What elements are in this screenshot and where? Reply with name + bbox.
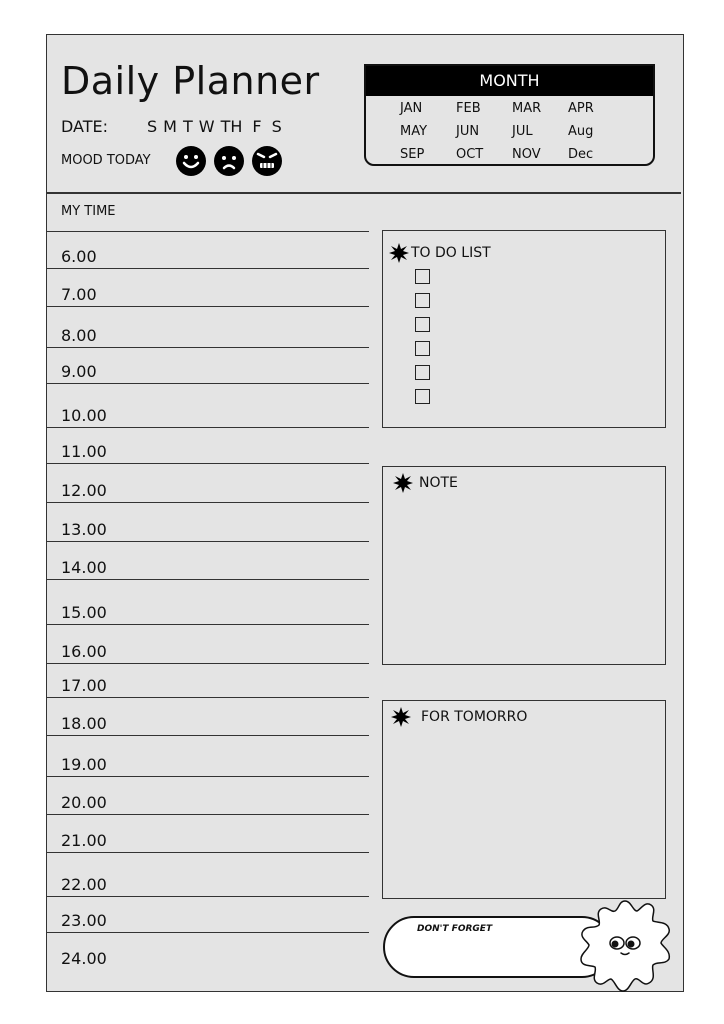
month-may[interactable]: MAY (400, 124, 428, 139)
month-mar[interactable]: MAR (512, 101, 542, 116)
starburst-icon (389, 243, 409, 263)
time-label: 22.00 (61, 875, 107, 894)
day-thu[interactable]: TH (220, 117, 243, 136)
time-label: 17.00 (61, 676, 107, 695)
time-slot[interactable] (47, 502, 369, 541)
date-label: DATE: (61, 117, 109, 136)
todo-card (382, 230, 666, 428)
time-label: 7.00 (61, 285, 97, 304)
month-aug[interactable]: Aug (568, 124, 594, 139)
time-slot[interactable] (47, 735, 369, 776)
todo-checkbox[interactable] (415, 341, 430, 356)
time-slot[interactable] (47, 306, 369, 347)
month-dec[interactable]: Dec (568, 147, 594, 162)
flower-mascot-icon (577, 897, 673, 993)
dont-forget-label: DON'T FORGET (417, 924, 493, 934)
note-title: NOTE (419, 475, 458, 491)
time-slot[interactable] (47, 852, 369, 896)
month-apr[interactable]: APR (568, 101, 594, 116)
month-jul[interactable]: JUL (512, 124, 533, 139)
day-mon[interactable]: M (163, 117, 177, 136)
month-selector (364, 64, 655, 166)
todo-header (389, 243, 491, 263)
time-slot[interactable] (47, 541, 369, 579)
time-label: 23.00 (61, 911, 107, 930)
time-label: 19.00 (61, 755, 107, 774)
note-header (393, 473, 458, 493)
time-label: 12.00 (61, 481, 107, 500)
time-label: 21.00 (61, 831, 107, 850)
time-slot[interactable] (47, 268, 369, 306)
starburst-icon (391, 707, 411, 727)
time-label: 13.00 (61, 520, 107, 539)
note-card[interactable] (382, 466, 666, 665)
todo-checkbox[interactable] (415, 365, 430, 380)
todo-checkbox[interactable] (415, 317, 430, 332)
month-nov[interactable]: NOV (512, 147, 541, 162)
time-slot[interactable] (47, 776, 369, 814)
month-grid (366, 96, 653, 165)
todo-checkbox[interactable] (415, 389, 430, 404)
angry-face-icon[interactable] (251, 145, 283, 177)
time-label: 20.00 (61, 793, 107, 812)
starburst-icon (393, 473, 413, 493)
time-slot[interactable] (47, 624, 369, 663)
time-label: 10.00 (61, 406, 107, 425)
time-slot[interactable] (47, 697, 369, 735)
sad-face-icon[interactable] (213, 145, 245, 177)
time-label: 8.00 (61, 326, 97, 345)
page-title: Daily Planner (61, 59, 320, 103)
time-label: 14.00 (61, 558, 107, 577)
month-jan[interactable]: JAN (400, 101, 423, 116)
weekday-selector (147, 117, 288, 136)
time-slot[interactable] (47, 663, 369, 697)
mood-selector (175, 145, 283, 177)
schedule-label: MY TIME (61, 204, 116, 219)
mood-label: MOOD TODAY (61, 153, 151, 168)
day-sat[interactable]: S (271, 117, 282, 136)
time-slot[interactable] (47, 896, 369, 932)
time-label: 6.00 (61, 247, 97, 266)
tomorrow-title: FOR TOMORRO (421, 709, 528, 725)
time-label: 16.00 (61, 642, 107, 661)
tomorrow-card[interactable] (382, 700, 666, 899)
todo-title: TO DO LIST (411, 245, 491, 261)
day-fri[interactable]: F (252, 117, 262, 136)
time-label: 15.00 (61, 603, 107, 622)
month-header: MONTH (366, 66, 653, 96)
time-slot[interactable] (47, 347, 369, 383)
month-sep[interactable]: SEP (400, 147, 425, 162)
time-slot[interactable] (47, 463, 369, 502)
month-oct[interactable]: OCT (456, 147, 484, 162)
tomorrow-header (391, 707, 527, 727)
time-slot[interactable] (47, 579, 369, 624)
day-wed[interactable]: W (198, 117, 215, 136)
day-tue[interactable]: T (182, 117, 193, 136)
time-slot[interactable] (47, 383, 369, 427)
header-divider (47, 192, 681, 194)
happy-face-icon[interactable] (175, 145, 207, 177)
time-slot[interactable] (47, 932, 369, 970)
month-jun[interactable]: JUN (456, 124, 480, 139)
todo-checkbox[interactable] (415, 269, 430, 284)
time-slot[interactable] (47, 427, 369, 463)
month-feb[interactable]: FEB (456, 101, 481, 116)
time-label: 11.00 (61, 442, 107, 461)
time-slot[interactable] (47, 814, 369, 852)
time-label: 9.00 (61, 362, 97, 381)
time-slot[interactable] (47, 231, 369, 268)
time-label: 18.00 (61, 714, 107, 733)
day-sun[interactable]: S (147, 117, 158, 136)
time-label: 24.00 (61, 949, 107, 968)
todo-checkbox[interactable] (415, 293, 430, 308)
planner-page (46, 34, 684, 992)
